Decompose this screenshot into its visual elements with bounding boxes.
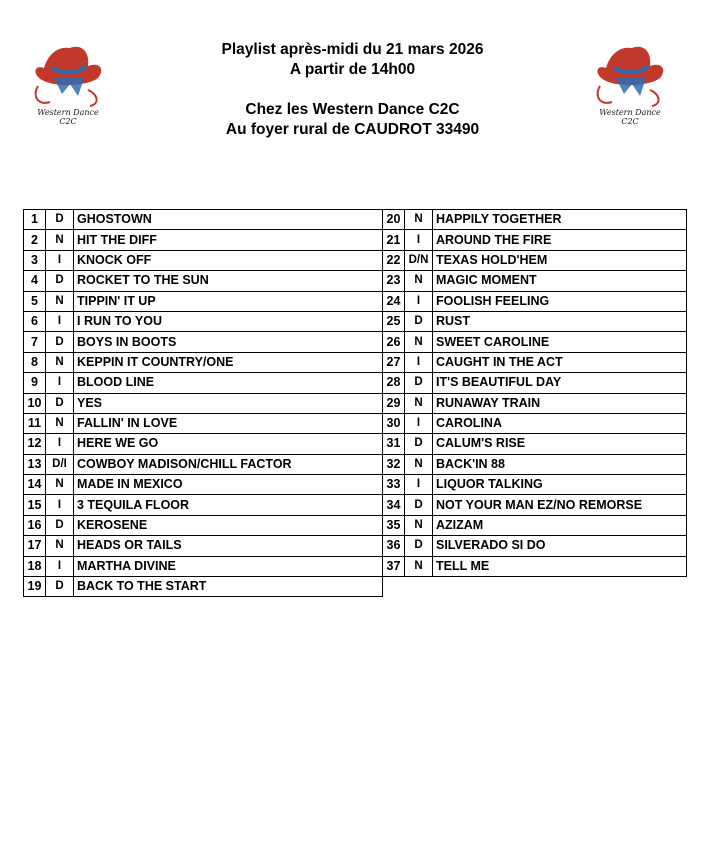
dance-level: N <box>405 332 433 352</box>
dance-level: D/N <box>405 250 433 270</box>
dance-number: 20 <box>383 210 405 230</box>
dance-number: 15 <box>24 495 46 515</box>
dance-number: 5 <box>24 291 46 311</box>
dance-title: TEXAS HOLD'HEM <box>433 250 687 270</box>
dance-level: I <box>405 230 433 250</box>
dance-title: COWBOY MADISON/CHILL FACTOR <box>74 454 383 474</box>
table-row <box>24 271 383 291</box>
table-row <box>383 454 687 474</box>
club-name: Chez les Western Dance C2C <box>245 101 460 118</box>
dance-number: 1 <box>24 210 46 230</box>
dance-number: 30 <box>383 413 405 433</box>
dance-level: D <box>405 434 433 454</box>
table-row <box>24 434 383 454</box>
dance-title: AZIZAM <box>433 515 687 535</box>
table-row <box>24 373 383 393</box>
dance-title: I RUN TO YOU <box>74 311 383 331</box>
table-row <box>383 536 687 556</box>
dance-number: 18 <box>24 556 46 576</box>
dance-number: 11 <box>24 413 46 433</box>
table-row <box>24 495 383 515</box>
dance-level: D <box>405 373 433 393</box>
table-row <box>24 332 383 352</box>
table-row <box>383 271 687 291</box>
dance-number: 24 <box>383 291 405 311</box>
table-row <box>383 556 687 576</box>
playlist-title: Playlist après-midi du 21 mars 2026 <box>221 41 484 58</box>
dance-number: 14 <box>24 475 46 495</box>
dance-level: D <box>405 536 433 556</box>
dance-title: IT'S BEAUTIFUL DAY <box>433 373 687 393</box>
table-row <box>24 536 383 556</box>
dance-level: I <box>405 413 433 433</box>
table-row <box>24 311 383 331</box>
table-row <box>383 434 687 454</box>
table-row <box>383 373 687 393</box>
dance-level: D <box>46 393 74 413</box>
start-time: A partir de 14h00 <box>289 61 416 78</box>
table-row <box>24 210 383 230</box>
dance-level: I <box>46 556 74 576</box>
dance-title: ROCKET TO THE SUN <box>74 271 383 291</box>
dance-title: HIT THE DIFF <box>74 230 383 250</box>
table-row <box>24 454 383 474</box>
dance-number: 23 <box>383 271 405 291</box>
table-row <box>383 475 687 495</box>
dance-title: MAGIC MOMENT <box>433 271 687 291</box>
dance-number: 19 <box>24 577 46 597</box>
dance-number: 37 <box>383 556 405 576</box>
dance-number: 17 <box>24 536 46 556</box>
dance-level: I <box>46 250 74 270</box>
playlist-table-right <box>382 209 687 577</box>
dance-title: SWEET CAROLINE <box>433 332 687 352</box>
logo-caption: Western Dance C2C <box>37 108 99 126</box>
table-row <box>383 352 687 372</box>
dance-title: BACK TO THE START <box>74 577 383 597</box>
dance-title: LIQUOR TALKING <box>433 475 687 495</box>
dance-title: KNOCK OFF <box>74 250 383 270</box>
table-row <box>383 250 687 270</box>
dance-number: 8 <box>24 352 46 372</box>
dance-number: 7 <box>24 332 46 352</box>
dance-level: D <box>46 332 74 352</box>
dance-number: 27 <box>383 352 405 372</box>
dance-title: NOT YOUR MAN EZ/NO REMORSE <box>433 495 687 515</box>
table-row <box>24 515 383 535</box>
table-row <box>383 332 687 352</box>
dance-title: 3 TEQUILA FLOOR <box>74 495 383 515</box>
dance-number: 16 <box>24 515 46 535</box>
table-row <box>383 230 687 250</box>
dance-title: MADE IN MEXICO <box>74 475 383 495</box>
dance-level: N <box>46 475 74 495</box>
logo-caption: Western Dance C2C <box>599 108 661 126</box>
dance-title: BLOOD LINE <box>74 373 383 393</box>
dance-number: 13 <box>24 454 46 474</box>
page-header <box>0 40 705 140</box>
venue: Au foyer rural de CAUDROT 33490 <box>225 121 480 138</box>
dance-level: I <box>405 475 433 495</box>
dance-title: AROUND THE FIRE <box>433 230 687 250</box>
dance-title: CALUM'S RISE <box>433 434 687 454</box>
dance-level: N <box>46 230 74 250</box>
dance-level: N <box>405 556 433 576</box>
table-row <box>24 475 383 495</box>
dance-title: TIPPIN' IT UP <box>74 291 383 311</box>
dance-title: BACK'IN 88 <box>433 454 687 474</box>
dance-title: RUST <box>433 311 687 331</box>
dance-level: N <box>46 352 74 372</box>
dance-level: N <box>46 536 74 556</box>
table-row <box>383 291 687 311</box>
dance-number: 10 <box>24 393 46 413</box>
dance-title: CAUGHT IN THE ACT <box>433 352 687 372</box>
dance-title: TELL ME <box>433 556 687 576</box>
dance-level: N <box>405 515 433 535</box>
table-row <box>24 577 383 597</box>
dance-title: GHOSTOWN <box>74 210 383 230</box>
dance-number: 21 <box>383 230 405 250</box>
dance-title: HAPPILY TOGETHER <box>433 210 687 230</box>
table-row <box>383 210 687 230</box>
dance-title: YES <box>74 393 383 413</box>
dance-level: D <box>405 311 433 331</box>
dance-number: 22 <box>383 250 405 270</box>
table-row <box>383 393 687 413</box>
dance-level: D/I <box>46 454 74 474</box>
table-row <box>24 556 383 576</box>
dance-number: 4 <box>24 271 46 291</box>
dance-number: 33 <box>383 475 405 495</box>
dance-title: HERE WE GO <box>74 434 383 454</box>
dance-number: 26 <box>383 332 405 352</box>
dance-level: I <box>46 311 74 331</box>
dance-number: 36 <box>383 536 405 556</box>
dance-number: 3 <box>24 250 46 270</box>
dance-level: D <box>46 515 74 535</box>
table-row <box>24 291 383 311</box>
dance-level: I <box>46 434 74 454</box>
dance-level: I <box>405 291 433 311</box>
table-row <box>24 393 383 413</box>
playlist-table-left <box>23 209 383 597</box>
dance-number: 34 <box>383 495 405 515</box>
dance-number: 25 <box>383 311 405 331</box>
dance-level: N <box>46 413 74 433</box>
dance-level: D <box>46 577 74 597</box>
dance-number: 29 <box>383 393 405 413</box>
dance-level: I <box>405 352 433 372</box>
dance-level: N <box>405 393 433 413</box>
dance-title: SILVERADO SI DO <box>433 536 687 556</box>
table-row <box>383 311 687 331</box>
dance-level: N <box>405 454 433 474</box>
dance-number: 35 <box>383 515 405 535</box>
dance-title: KEROSENE <box>74 515 383 535</box>
dance-title: RUNAWAY TRAIN <box>433 393 687 413</box>
table-row <box>24 413 383 433</box>
dance-level: I <box>46 495 74 515</box>
dance-number: 32 <box>383 454 405 474</box>
dance-title: HEADS OR TAILS <box>74 536 383 556</box>
dance-title: MARTHA DIVINE <box>74 556 383 576</box>
dance-number: 31 <box>383 434 405 454</box>
dance-title: KEPPIN IT COUNTRY/ONE <box>74 352 383 372</box>
dance-title: BOYS IN BOOTS <box>74 332 383 352</box>
table-row <box>24 230 383 250</box>
dance-number: 28 <box>383 373 405 393</box>
dance-level: D <box>405 495 433 515</box>
table-row <box>383 413 687 433</box>
table-row <box>24 352 383 372</box>
dance-number: 2 <box>24 230 46 250</box>
table-row <box>383 495 687 515</box>
dance-level: D <box>46 271 74 291</box>
dance-number: 9 <box>24 373 46 393</box>
dance-level: N <box>405 271 433 291</box>
table-row <box>24 250 383 270</box>
dance-title: FOOLISH FEELING <box>433 291 687 311</box>
dance-level: D <box>46 210 74 230</box>
dance-level: N <box>46 291 74 311</box>
dance-level: I <box>46 373 74 393</box>
dance-title: FALLIN' IN LOVE <box>74 413 383 433</box>
dance-level: N <box>405 210 433 230</box>
dance-title: CAROLINA <box>433 413 687 433</box>
table-row <box>383 515 687 535</box>
dance-number: 12 <box>24 434 46 454</box>
dance-number: 6 <box>24 311 46 331</box>
